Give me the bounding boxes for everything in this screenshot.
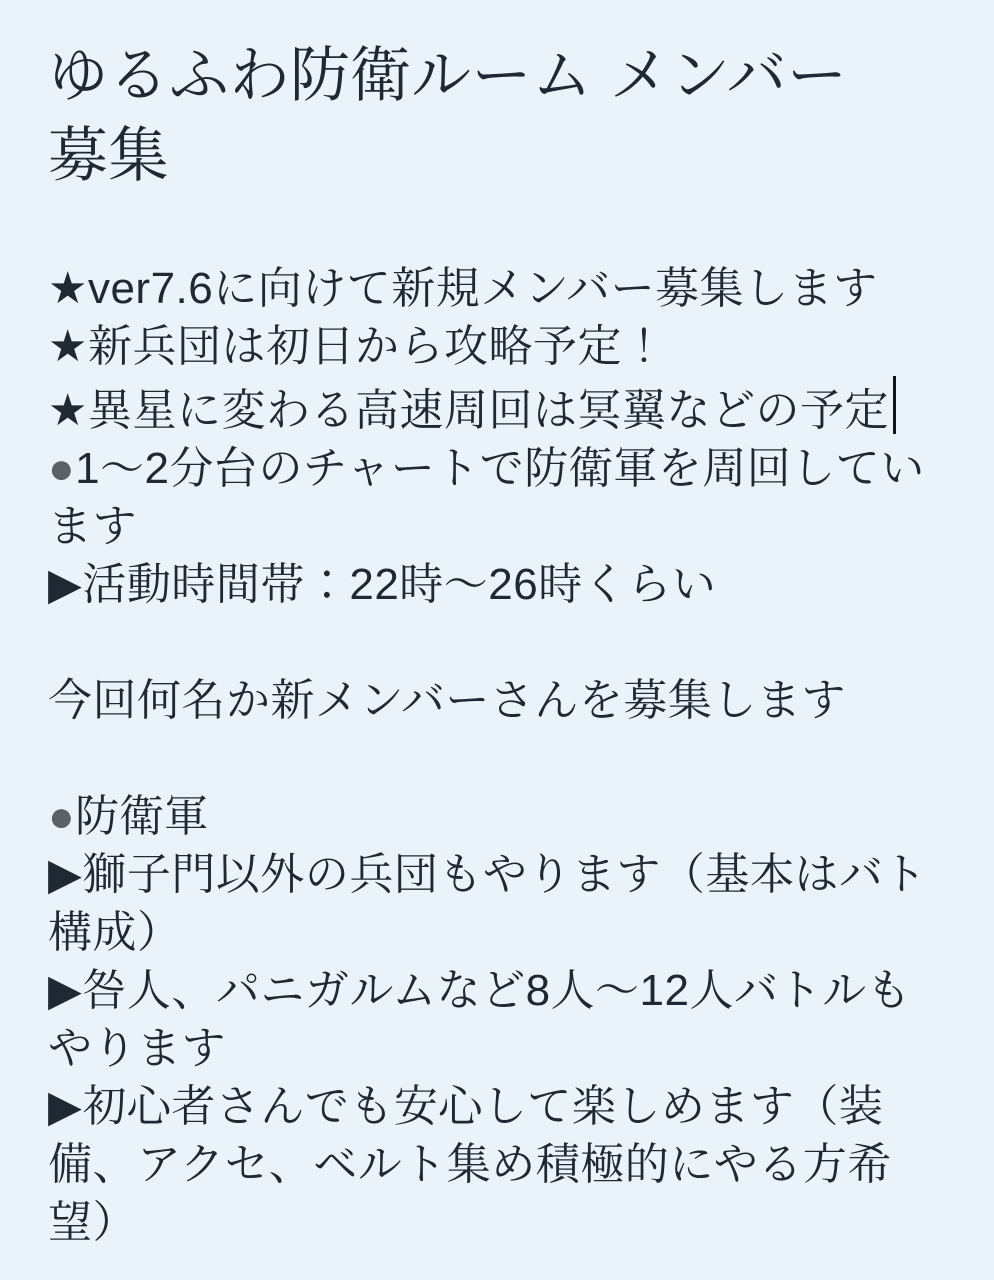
title-line-1: ゆるふわ防衛ルーム メンバー — [48, 42, 848, 109]
text-line-triangle-3 — [48, 962, 930, 1078]
line-text: 異星に変わる高速周回は冥翼などの予定 — [87, 386, 889, 435]
text-line-star-2 — [48, 318, 930, 376]
title-line-2: 募集 — [48, 122, 169, 189]
text-line-star-1 — [48, 260, 930, 318]
text-line-circle-1 — [48, 440, 930, 556]
triangle-bullet-icon: ▶ — [48, 1082, 83, 1131]
text-line-triangle-4 — [48, 1078, 930, 1252]
circle-bullet-icon: ● — [48, 792, 76, 841]
text-line-plain-1 — [48, 672, 930, 730]
triangle-bullet-icon: ▶ — [48, 850, 83, 899]
line-text: 1〜2分台のチャートで防衛軍を周回しています — [48, 444, 925, 551]
text-cursor-caret — [893, 376, 896, 434]
line-text: ver7.6に向けて新規メンバー募集します — [87, 264, 878, 313]
text-line-triangle-2 — [48, 846, 930, 962]
line-text: 今回何名か新メンバーさんを募集します — [48, 676, 846, 725]
line-text: 活動時間帯：22時〜26時くらい — [82, 560, 717, 609]
page-title — [48, 36, 930, 196]
star-bullet-icon: ★ — [48, 264, 88, 313]
star-bullet-icon: ★ — [48, 322, 88, 371]
body-text — [48, 260, 930, 1252]
line-text: 新兵団は初日から攻略予定！ — [87, 322, 667, 371]
line-text: 獅子門以外の兵団もやります（基本はバト構成） — [48, 850, 927, 957]
line-text: 咎人、パニガルムなど8人〜12人バトルもやります — [48, 966, 912, 1073]
triangle-bullet-icon: ▶ — [48, 966, 83, 1015]
circle-bullet-icon: ● — [48, 444, 76, 493]
text-line-star-3 — [48, 376, 930, 440]
text-line-circle-2 — [48, 788, 930, 846]
triangle-bullet-icon: ▶ — [48, 560, 83, 609]
text-line-triangle-1 — [48, 556, 930, 614]
blank-line — [48, 614, 930, 672]
line-text: 防衛軍 — [75, 792, 209, 841]
star-bullet-icon: ★ — [48, 386, 88, 435]
line-text: 初心者さんでも安心して楽しめます（装備、アクセ、ベルト集め積極的にやる方希望） — [48, 1082, 892, 1247]
blank-line — [48, 730, 930, 788]
